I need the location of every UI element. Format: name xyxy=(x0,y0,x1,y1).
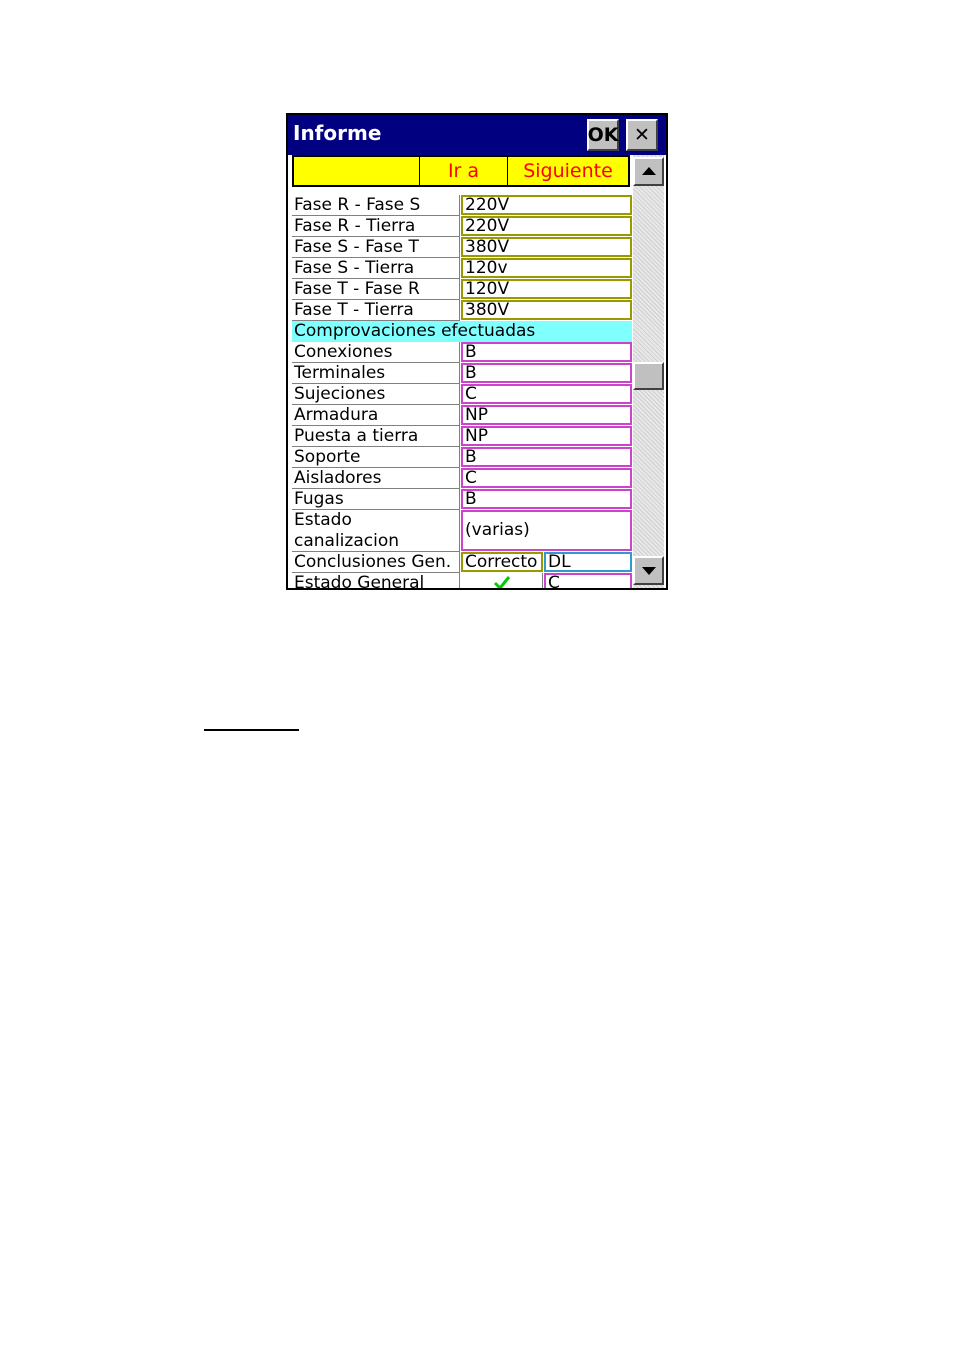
measurement-value-field[interactable]: 220V xyxy=(461,216,632,236)
measurement-value-field[interactable]: 380V xyxy=(461,300,632,320)
estado-general-row xyxy=(292,573,632,588)
measurement-row xyxy=(292,216,632,237)
check-value-field[interactable]: NP xyxy=(461,426,632,446)
estado-general-code-field[interactable]: C xyxy=(544,573,632,588)
toolbar-blank-cell[interactable] xyxy=(294,157,420,185)
estado-general-label: Estado General xyxy=(292,573,460,588)
check-label: Armadura xyxy=(292,405,460,426)
arrow-down-icon xyxy=(642,567,656,575)
measurement-value-field[interactable]: 120V xyxy=(461,279,632,299)
underline-divider xyxy=(204,729,299,731)
check-label: Terminales xyxy=(292,363,460,384)
check-row xyxy=(292,489,632,510)
check-value-field[interactable]: NP xyxy=(461,405,632,425)
goto-button[interactable]: Ir a xyxy=(420,157,508,185)
check-label: Fugas xyxy=(292,489,460,510)
report-form xyxy=(292,195,632,588)
measurement-label: Fase T - Fase R xyxy=(292,279,460,300)
measurement-value-field[interactable]: 380V xyxy=(461,237,632,257)
check-value-field[interactable]: B xyxy=(461,447,632,467)
window-title: Informe xyxy=(293,121,382,145)
navigation-toolbar xyxy=(292,155,630,187)
measurement-label: Fase S - Fase T xyxy=(292,237,460,258)
measurement-label: Fase R - Fase S xyxy=(292,195,460,216)
check-label: Aisladores xyxy=(292,468,460,489)
conclusiones-value-field[interactable]: Correcto xyxy=(461,552,543,572)
check-row xyxy=(292,363,632,384)
check-label: Puesta a tierra xyxy=(292,426,460,447)
next-button[interactable]: Siguiente xyxy=(523,160,613,182)
ok-button[interactable]: OK xyxy=(587,119,619,151)
check-value-field[interactable]: B xyxy=(461,342,632,362)
vertical-scrollbar[interactable] xyxy=(633,155,664,588)
check-label: Conexiones xyxy=(292,342,460,363)
check-row xyxy=(292,426,632,447)
check-row xyxy=(292,342,632,363)
check-label: Soporte xyxy=(292,447,460,468)
close-button[interactable] xyxy=(626,119,658,151)
check-value-field[interactable]: B xyxy=(461,489,632,509)
measurement-value-field[interactable]: 220V xyxy=(461,195,632,215)
measurement-label: Fase S - Tierra xyxy=(292,258,460,279)
check-label: Sujeciones xyxy=(292,384,460,405)
check-value-field[interactable]: B xyxy=(461,363,632,383)
title-bar xyxy=(288,115,666,155)
check-row xyxy=(292,384,632,405)
checkmark-icon xyxy=(493,575,511,588)
measurement-row xyxy=(292,279,632,300)
informe-window xyxy=(286,113,668,590)
estado-canalizacion-row xyxy=(292,510,632,552)
check-value-field[interactable]: C xyxy=(461,384,632,404)
conclusiones-label: Conclusiones Gen. xyxy=(292,552,460,573)
scroll-thumb[interactable] xyxy=(633,362,664,390)
estado-general-checkbox[interactable] xyxy=(461,573,543,588)
measurement-row xyxy=(292,258,632,279)
measurement-label: Fase T - Tierra xyxy=(292,300,460,321)
check-row xyxy=(292,468,632,489)
check-row xyxy=(292,405,632,426)
measurement-row xyxy=(292,300,632,321)
scroll-up-button[interactable] xyxy=(633,157,664,186)
measurement-value-field[interactable]: 120v xyxy=(461,258,632,278)
scroll-down-button[interactable] xyxy=(633,556,664,585)
conclusiones-code-field[interactable]: DL xyxy=(544,552,632,572)
check-row xyxy=(292,447,632,468)
section-header: Comprovaciones efectuadas xyxy=(292,321,632,342)
measurement-row xyxy=(292,195,632,216)
measurement-row xyxy=(292,237,632,258)
close-icon: ✕ xyxy=(634,124,650,146)
measurement-label: Fase R - Tierra xyxy=(292,216,460,237)
conclusiones-row xyxy=(292,552,632,573)
estado-canalizacion-label: Estado canalizacion xyxy=(292,510,460,552)
arrow-up-icon xyxy=(642,167,656,175)
check-value-field[interactable]: C xyxy=(461,468,632,488)
estado-canalizacion-field[interactable]: (varias) xyxy=(461,510,632,551)
